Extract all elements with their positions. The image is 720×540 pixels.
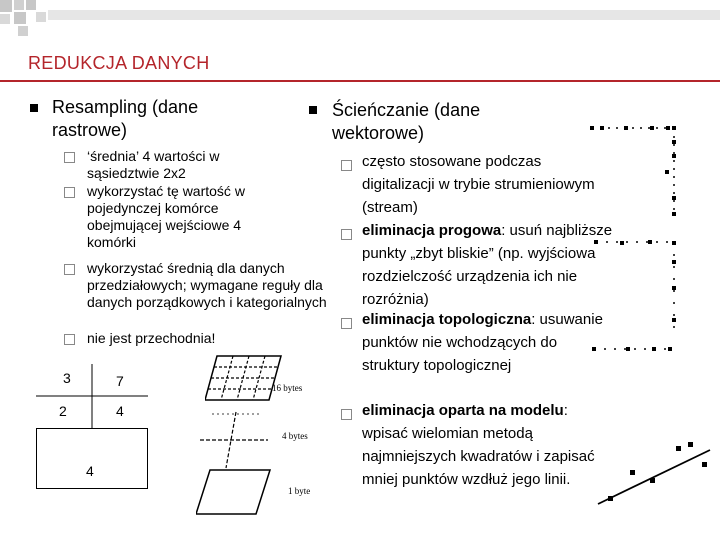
slide-title: REDUKCJA DANYCH: [28, 53, 210, 73]
right-bullet-icon: [309, 106, 317, 114]
right-item-4-text: : wpisać wielomian metodą najmniejszych kwadratów i zapisać mniej punktów wzdłuż jego linii.: [362, 402, 595, 488]
left-item-4: nie jest przechodnia!: [87, 330, 216, 346]
right-item-4-box-icon: [341, 409, 352, 420]
right-item-3-text: : usuwanie punktów nie wchodzących do struktury topologicznej: [362, 311, 603, 374]
label-4-bytes: 4 bytes: [282, 431, 308, 441]
corner-decoration: [0, 0, 60, 40]
left-item-2-box-icon: [64, 187, 75, 198]
grid-cell-1: 3: [63, 370, 71, 386]
right-item-3-box-icon: [341, 318, 352, 329]
grid-cell-4: 4: [116, 403, 124, 419]
right-heading: Ścieńczanie (dane wektorowe): [332, 100, 481, 143]
left-item-4-box-icon: [64, 334, 75, 345]
right-item-1-box-icon: [341, 160, 352, 171]
right-item-2: [362, 219, 617, 311]
top-bar: [48, 10, 720, 20]
left-bullet-icon: [30, 104, 38, 112]
right-item-4: [362, 399, 617, 491]
raster-2x2-diagram: [196, 410, 276, 470]
label-16-bytes: 16 bytes: [272, 383, 303, 393]
right-item-3: [362, 308, 612, 377]
raster-4x4-diagram: [205, 354, 295, 404]
right-item-1: [362, 150, 602, 219]
right-item-2-box-icon: [341, 229, 352, 240]
left-item-2: wykorzystać tę wartość w pojedynczej komórce obejmującej wejściowe 4 komórki: [87, 183, 245, 250]
grid-cell-3: 2: [59, 403, 67, 419]
title-rule: [0, 80, 720, 82]
raster-1x1-diagram: [196, 468, 276, 518]
left-item-1-box-icon: [64, 152, 75, 163]
right-item-2-text: : usuń najbliższe punkty „zbyt bliskie” (np. wyjściowa rozdzielczość urządzenia ich nie rozróżnia): [362, 222, 613, 308]
left-item-1: ‘średnia’ 4 wartości w sąsiedztwie 2x2: [87, 148, 220, 181]
left-item-3-box-icon: [64, 264, 75, 275]
right-item-2-bold: eliminacja progowa: [362, 222, 502, 239]
grid-cell-2: 7: [116, 373, 124, 389]
right-item-1-text: często stosowane podczas digitalizacji w trybie strumieniowym (stream): [362, 153, 595, 216]
vector-points-diagram: [588, 120, 718, 510]
left-item-3: wykorzystać średnią dla danych przedziałowych; wymagane reguły dla danych porządkowych i kategorialnych: [87, 260, 327, 310]
value-grid-lines: [36, 364, 156, 494]
right-item-4-bold: eliminacja oparta na modelu: [362, 402, 564, 419]
left-heading: Resampling (dane rastrowe): [52, 97, 199, 140]
label-1-byte: 1 byte: [288, 486, 311, 496]
right-item-3-bold: eliminacja topologiczna: [362, 311, 532, 328]
grid-merged-value: 4: [86, 463, 94, 479]
